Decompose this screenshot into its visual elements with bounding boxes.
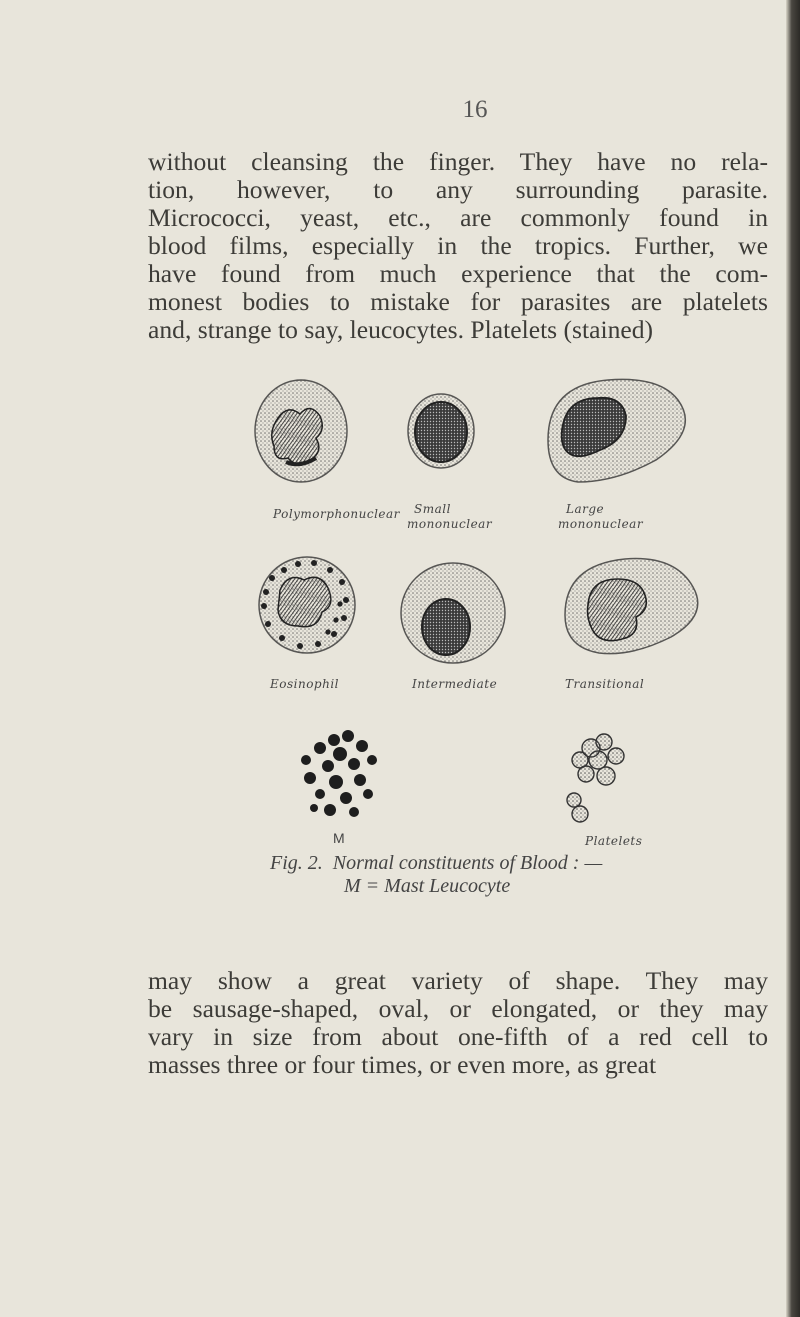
transitional-cell	[565, 559, 698, 654]
text-line: monest bodies to mistake for parasites are platelets	[148, 287, 768, 316]
label-small-mononuclear-2: mononuclear	[407, 517, 493, 531]
text-line: blood films, especially in the tropics. Further, we	[148, 231, 768, 260]
caption-key: M = Mast Leucocyte	[344, 875, 511, 897]
label-mast: M	[333, 830, 345, 846]
large-mononuclear-cell	[548, 379, 685, 482]
polymorphonuclear-cell	[255, 380, 347, 482]
mast-cell	[301, 730, 377, 817]
text-line: tion, however, to any surrounding parasite.	[148, 175, 768, 204]
label-transitional: Transitional	[565, 677, 645, 691]
figure-caption	[270, 852, 690, 898]
text-line: may show a great variety of shape. They may	[148, 966, 768, 995]
small-mononuclear-cell	[408, 394, 474, 468]
label-intermediate: Intermediate	[412, 677, 498, 691]
text-line: have found from much experience that the com-	[148, 259, 768, 288]
text-line: vary in size from about one-fifth of a red cell to	[148, 1022, 768, 1051]
text-line: Micrococci, yeast, etc., are commonly found in	[148, 203, 768, 232]
caption-line-1	[270, 852, 690, 875]
page-number: 16	[462, 96, 488, 123]
label-platelets: Platelets	[585, 834, 643, 848]
text-line: and, strange to say, leucocytes. Platelets (stained)	[148, 315, 654, 344]
caption-title: Normal constituents of Blood : —	[332, 852, 603, 874]
text-line: masses three or four times, or even more, as great	[148, 1050, 657, 1079]
platelets-cluster	[567, 734, 624, 822]
label-small-mononuclear-1: Small	[414, 502, 451, 516]
caption-fig-number: Fig. 2.	[270, 852, 323, 874]
label-polymorphonuclear: Polymorphonuclear	[273, 507, 400, 521]
paragraph-bottom	[148, 967, 768, 1079]
intermediate-cell	[401, 563, 505, 663]
text-line: be sausage-shaped, oval, or elongated, or they may	[148, 994, 768, 1023]
eosinophil-cell	[259, 557, 355, 653]
text-line: without cleansing the finger. They have no rela-	[148, 147, 768, 176]
label-eosinophil: Eosinophil	[270, 677, 340, 691]
label-large-mononuclear-2: mononuclear	[558, 517, 644, 531]
label-large-mononuclear-1: Large	[566, 502, 605, 516]
